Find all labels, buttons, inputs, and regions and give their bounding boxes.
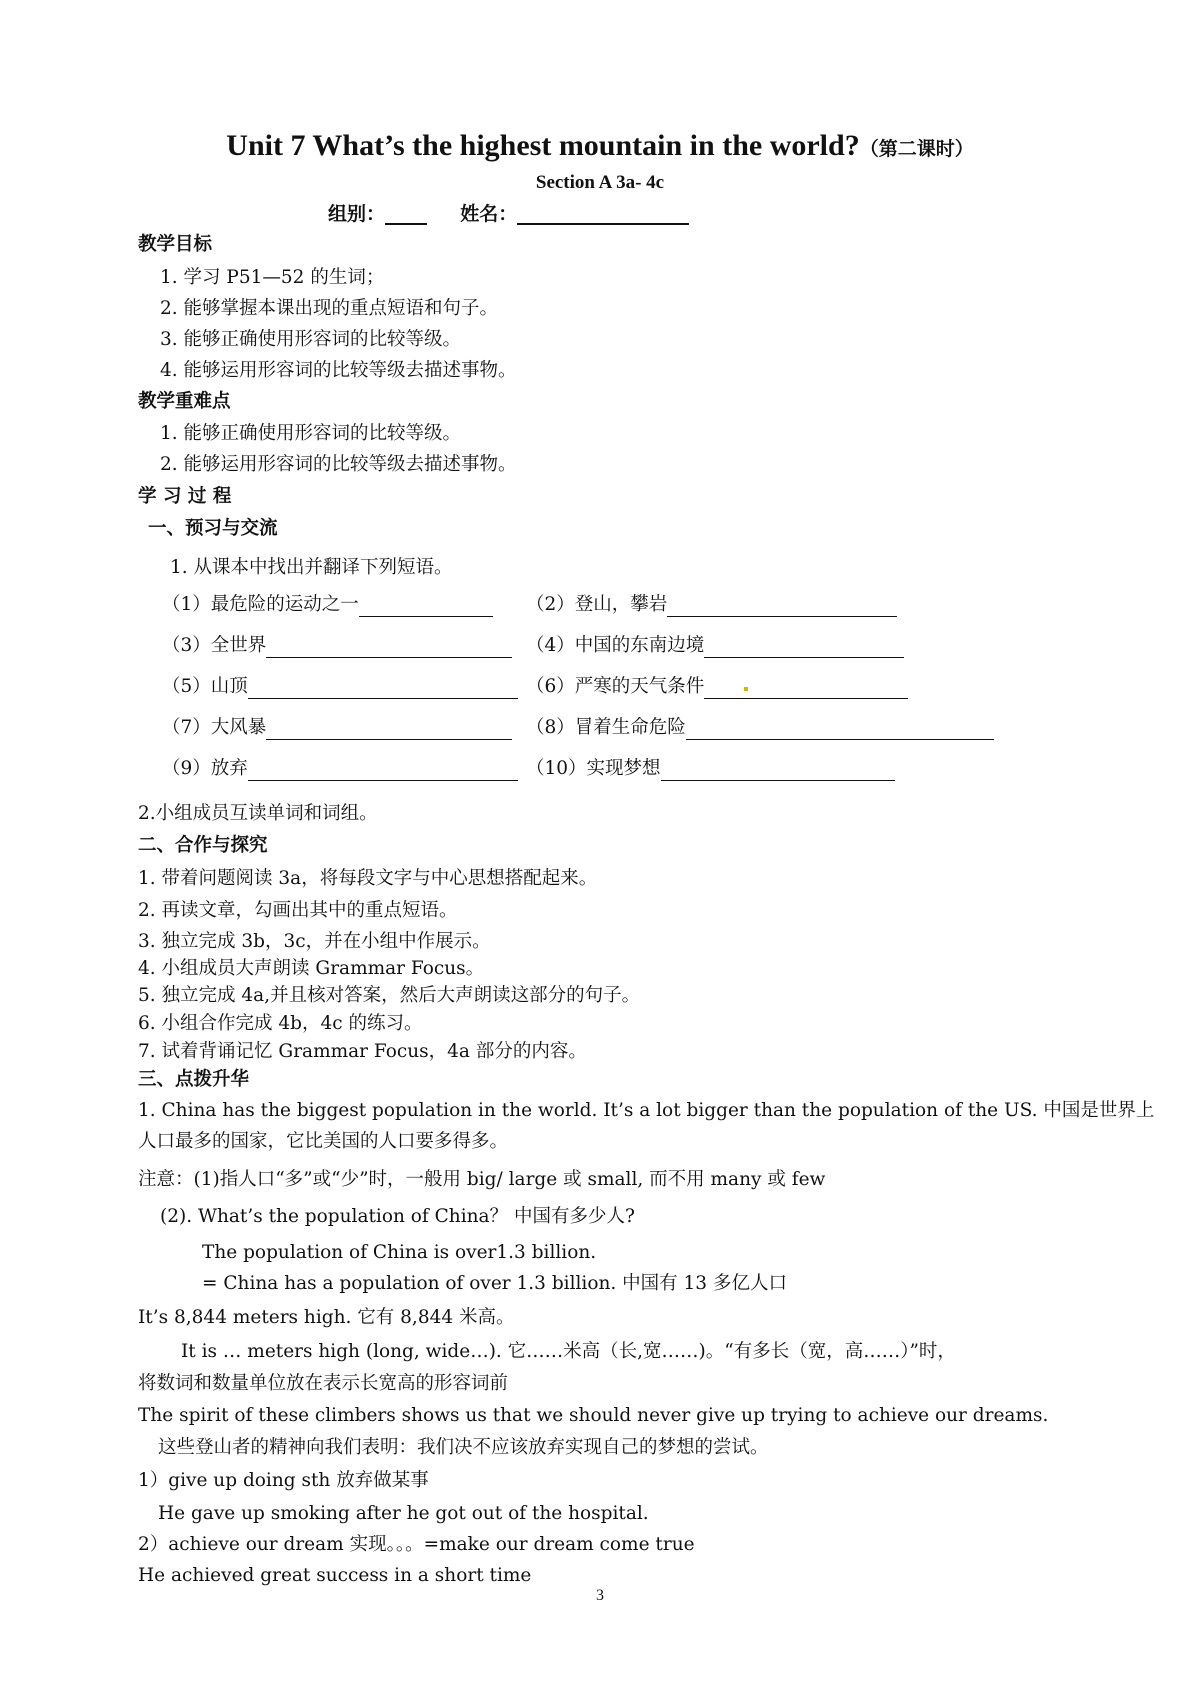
key-points-heading: 教学重难点 (138, 391, 231, 412)
part1-task1: 1. 从课本中找出并翻译下列短语。 (170, 557, 453, 578)
part3-heading: 三、点拨升华 (138, 1069, 250, 1090)
explanation-line: 2）achieve our dream 实现。。。=make our dream come true (138, 1534, 695, 1555)
phrase-label: （8）冒着生命危险 (526, 717, 686, 738)
objective-item: 4. 能够运用形容词的比较等级去描述事物。 (160, 360, 517, 381)
phrase-label: （1）最危险的运动之一 (162, 594, 359, 615)
section-subtitle: Section A 3a- 4c (535, 172, 665, 193)
part2-item: 1. 带着问题阅读 3a，将每段文字与中心思想搭配起来。 (138, 868, 598, 889)
name-blank[interactable] (517, 203, 689, 225)
part1-heading: 一、预习与交流 (148, 518, 278, 539)
answer-blank[interactable] (704, 637, 904, 658)
name-label: 姓名： (460, 203, 518, 225)
answer-blank[interactable] (704, 678, 908, 699)
explanation-line: He achieved great success in a short time (138, 1565, 532, 1586)
explanation-line: 这些登山者的精神向我们表明：我们决不应该放弃实现自己的梦想的尝试。 (158, 1437, 769, 1458)
key-point-item: 2. 能够运用形容词的比较等级去描述事物。 (160, 454, 517, 475)
answer-blank[interactable] (686, 719, 994, 740)
answer-blank[interactable] (248, 678, 518, 699)
explanation-line: 1）give up doing sth 放弃做某事 (138, 1470, 429, 1491)
phrase-label: （5）山顶 (162, 676, 248, 697)
phrase-label: （4）中国的东南边境 (526, 635, 705, 656)
yellow-dot-mark (744, 687, 748, 691)
objective-item: 2. 能够掌握本课出现的重点短语和句子。 (160, 298, 499, 319)
phrase-label: （3）全世界 (162, 635, 267, 656)
group-name-line (328, 203, 689, 225)
page-number: 3 (596, 1587, 604, 1604)
key-point-item: 1. 能够正确使用形容词的比较等级。 (160, 423, 462, 444)
part1-task2: 2.小组成员互读单词和词组。 (138, 803, 378, 824)
explanation-line: The spirit of these climbers shows us that we should never give up trying to achieve our dreams. (138, 1405, 1049, 1426)
part2-item: 4. 小组成员大声朗读 Grammar Focus。 (138, 958, 485, 979)
objective-item: 3. 能够正确使用形容词的比较等级。 (160, 329, 462, 350)
part2-item: 6. 小组合作完成 4b，4c 的练习。 (138, 1013, 423, 1034)
part2-heading: 二、合作与探究 (138, 835, 268, 856)
title-note: （第二课时） (859, 139, 974, 160)
part2-item: 3. 独立完成 3b，3c，并在小组中作展示。 (138, 931, 491, 952)
explanation-line: It’s 8,844 meters high. 它有 8,844 米高。 (138, 1307, 515, 1328)
title-text: Unit 7 What’s the highest mountain in the world? (226, 129, 860, 162)
explanation-line: 注意：(1)指人口“多”或“少”时，一般用 big/ large 或 small, 而不用 many 或 few (138, 1169, 826, 1190)
explanation-line: 1. China has the biggest population in the world. It’s a lot bigger than the population of the US. 中国是世界上 (138, 1100, 1155, 1121)
explanation-line: (2). What’s the population of China？ 中国有多少人? (160, 1206, 635, 1227)
objective-item: 1. 学习 P51—52 的生词； (160, 267, 385, 288)
explanation-line: It is … meters high (long, wide…). 它……米高（长,宽……)。“有多长（宽，高……）”时， (181, 1341, 956, 1362)
explanation-line: He gave up smoking after he got out of the hospital. (158, 1503, 649, 1524)
objectives-heading: 教学目标 (138, 234, 213, 255)
answer-blank[interactable] (359, 596, 493, 617)
part2-item: 7. 试着背诵记忆 Grammar Focus，4a 部分的内容。 (138, 1041, 587, 1062)
group-label: 组别： (328, 203, 386, 225)
phrase-label: （6）严寒的天气条件 (526, 676, 705, 697)
phrase-label: （10）实现梦想 (526, 758, 661, 779)
page-title (0, 128, 1200, 168)
explanation-line: 将数词和数量单位放在表示长宽高的形容词前 (138, 1373, 509, 1394)
part2-item: 5. 独立完成 4a,并且核对答案，然后大声朗读这部分的句子。 (138, 985, 641, 1006)
phrase-label: （2）登山，攀岩 (526, 594, 668, 615)
explanation-line: = China has a population of over 1.3 billion. 中国有 13 多亿人口 (202, 1273, 787, 1294)
answer-blank[interactable] (661, 760, 895, 781)
answer-blank[interactable] (266, 719, 512, 740)
answer-blank[interactable] (667, 596, 897, 617)
explanation-line: 人口最多的国家，它比美国的人口要多得多。 (138, 1131, 509, 1152)
explanation-line: The population of China is over1.3 billion. (202, 1242, 597, 1263)
process-heading: 学 习 过 程 (138, 486, 232, 507)
group-blank[interactable] (385, 203, 427, 225)
phrase-label: （7）大风暴 (162, 717, 267, 738)
answer-blank[interactable] (248, 760, 518, 781)
phrase-label: （9）放弃 (162, 758, 248, 779)
part2-item: 2. 再读文章，勾画出其中的重点短语。 (138, 900, 458, 921)
answer-blank[interactable] (266, 637, 512, 658)
